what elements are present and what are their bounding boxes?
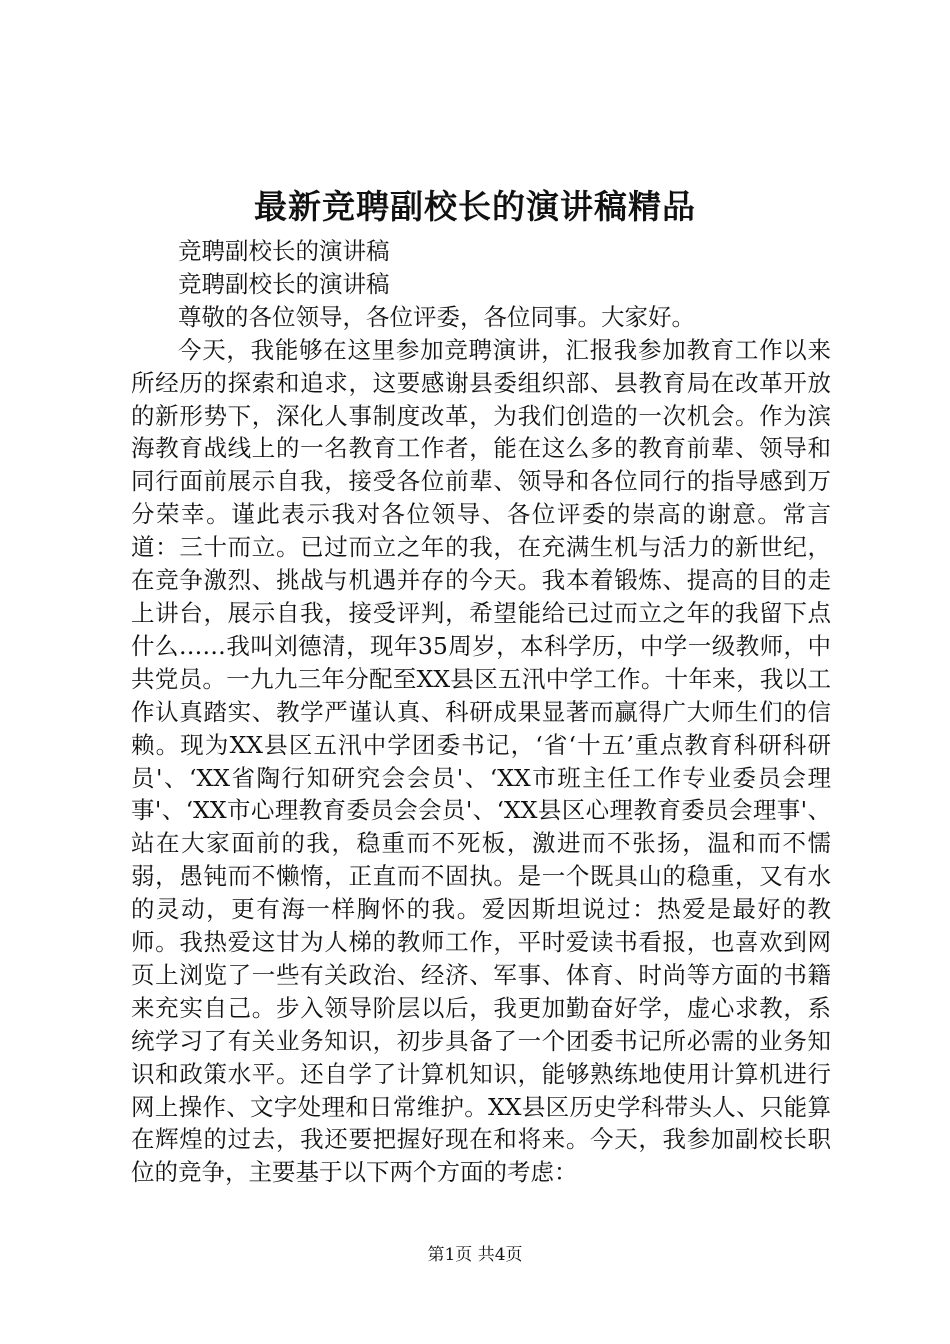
document-title: 最新竞聘副校长的演讲稿精品 xyxy=(254,187,696,226)
page-number-footer: 第1页 共4页 xyxy=(427,1245,523,1265)
paragraph-greeting: 尊敬的各位领导，各位评委，各位同事。大家好。 xyxy=(178,302,695,331)
paragraph-subtitle-1: 竞聘副校长的演讲稿 xyxy=(178,237,390,265)
paragraph-main: 今天，我能够在这里参加竞聘演讲，汇报我参加教育工作以来所经历的探索和追求，这要感谢县委组织部、县教育局在改革开放的新形势下，深化人事制度改革，为我们创造的一次机会。作为滨海教育战线上的一名教育工作者，能在这么多的教育前辈、领导和同行面前展示自我，接受各位前辈、领导和各位同行的指导感到万分荣幸。谨此表示我对各位领导、各位评委的崇高的谢意。常言道：三十而立。已过而立之年的我，在充满生机与活力的新世纪，在竞争激烈、挑战与机遇并存的今天。我本着锻炼、提高的目的走上讲台，展示自我，接受评判，希望能给已过而立之年的我留下点什么……我叫刘德清，现年35周岁，本科学历，中学一级教师，中共党员。一九九三年分配至XX县区五汛中学工作。十年来，我以工作认真踏实、教学严谨认真、科研成果显著而赢得广大师生们的信赖。现为XX县区五汛中学团委书记，‘省‘十五’重点教育科研科研员'、‘XX省陶行知研究会会员'、‘XX市班主任工作专业委员会理事'、‘XX市心理教育委员会会员'、‘XX县区心理教育委员会理事'、站在大家面前的我，稳重而不死板，激进而不张扬，温和而不懦弱，愚钝而不懒惰，正直而不固执。是一个既具山的稳重，又有水的灵动，更有海一样胸怀的我。爱因斯坦说过：热爱是最好的教师。我热爱这甘为人梯的教师工作，平时爱读书看报，也喜欢到网页上浏览了一些有关政治、经济、军事、体育、时尚等方面的书籍来充实自己。步入领导阶层以后，我更加勤奋好学，虚心求教，系统学习了有关业务知识，初步具备了一个团委书记所必需的业务知识和政策水平。还自学了计算机知识，能够熟练地使用计算机进行网上操作、文字处理和日常维护。XX县区历史学科带头人、只能算在辉煌的过去，我还要把握好现在和将来。今天，我参加副校长职位的竞争，主要基于以下两个方面的考虑： xyxy=(131,335,831,1187)
document-body xyxy=(131,235,831,1189)
paragraph-subtitle-2: 竞聘副校长的演讲稿 xyxy=(178,269,390,298)
